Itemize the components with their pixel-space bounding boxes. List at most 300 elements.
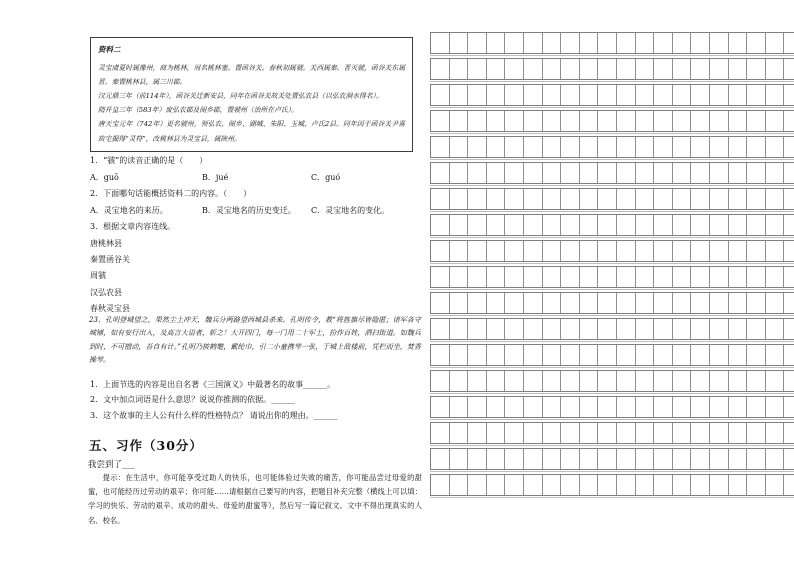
grid-cell — [468, 59, 487, 79]
grid-cell — [617, 423, 636, 443]
grid-cell — [747, 85, 766, 105]
grid-cell — [468, 111, 487, 131]
grid-cell — [598, 449, 617, 469]
grid-cell — [524, 371, 543, 391]
grid-cell — [505, 111, 524, 131]
grid-cell — [673, 319, 692, 339]
grid-cell — [673, 241, 692, 261]
grid-cell — [580, 475, 599, 495]
grid-row — [430, 188, 794, 210]
grid-cell — [543, 189, 562, 209]
grid-cell — [450, 319, 469, 339]
grid-cell — [505, 215, 524, 235]
grid-cell — [654, 111, 673, 131]
grid-cell — [450, 111, 469, 131]
grid-cell — [766, 111, 785, 131]
grid-cell — [543, 371, 562, 391]
grid-cell — [654, 59, 673, 79]
grid-cell — [487, 33, 506, 53]
grid-cell — [747, 59, 766, 79]
grid-cell — [561, 241, 580, 261]
grid-cell — [784, 449, 794, 469]
grid-cell — [505, 423, 524, 443]
grid-row — [430, 370, 794, 392]
grid-cell — [580, 33, 599, 53]
grid-cell — [598, 215, 617, 235]
grid-cell — [561, 345, 580, 365]
grid-cell — [710, 189, 729, 209]
grid-cell — [505, 33, 524, 53]
grid-cell — [505, 137, 524, 157]
grid-cell — [580, 293, 599, 313]
grid-cell — [784, 371, 794, 391]
grid-cell — [691, 267, 710, 287]
grid-cell — [617, 137, 636, 157]
grid-cell — [636, 189, 655, 209]
grid-cell — [487, 267, 506, 287]
grid-row — [430, 110, 794, 132]
grid-cell — [691, 33, 710, 53]
grid-cell — [487, 423, 506, 443]
grid-cell — [580, 449, 599, 469]
grid-cell — [729, 111, 748, 131]
grid-cell — [729, 137, 748, 157]
grid-cell — [505, 475, 524, 495]
option-c: C．灵宝地名的变化。 — [311, 206, 390, 215]
grid-cell — [654, 85, 673, 105]
grid-cell — [431, 59, 450, 79]
grid-cell — [431, 33, 450, 53]
grid-cell — [784, 33, 794, 53]
grid-cell — [654, 319, 673, 339]
grid-cell — [580, 423, 599, 443]
grid-cell — [691, 189, 710, 209]
grid-cell — [747, 293, 766, 313]
grid-row — [430, 240, 794, 262]
grid-cell — [673, 111, 692, 131]
grid-cell — [766, 319, 785, 339]
grid-cell — [729, 241, 748, 261]
grid-cell — [543, 137, 562, 157]
grid-cell — [691, 345, 710, 365]
grid-cell — [580, 215, 599, 235]
grid-cell — [524, 267, 543, 287]
grid-cell — [580, 137, 599, 157]
grid-cell — [747, 345, 766, 365]
grid-cell — [617, 397, 636, 417]
grid-cell — [766, 475, 785, 495]
grid-row — [430, 136, 794, 158]
grid-cell — [710, 33, 729, 53]
grid-cell — [766, 371, 785, 391]
grid-cell — [673, 449, 692, 469]
grid-cell — [561, 85, 580, 105]
grid-cell — [617, 267, 636, 287]
grid-cell — [636, 267, 655, 287]
grid-cell — [487, 111, 506, 131]
grid-cell — [654, 189, 673, 209]
grid-cell — [450, 423, 469, 443]
grid-cell — [673, 189, 692, 209]
grid-cell — [710, 293, 729, 313]
grid-row — [430, 292, 794, 314]
grid-cell — [561, 397, 580, 417]
grid-cell — [468, 397, 487, 417]
grid-cell — [784, 111, 794, 131]
grid-cell — [673, 371, 692, 391]
grid-row — [430, 84, 794, 106]
grid-cell — [524, 33, 543, 53]
grid-cell — [431, 163, 450, 183]
grid-cell — [468, 215, 487, 235]
sub-question: 1．上面节选的内容是出自名著《三国演义》中最著名的故事______。 — [90, 380, 336, 389]
grid-cell — [468, 449, 487, 469]
grid-cell — [524, 85, 543, 105]
grid-cell — [543, 215, 562, 235]
grid-cell — [691, 293, 710, 313]
grid-cell — [654, 33, 673, 53]
grid-cell — [691, 137, 710, 157]
grid-cell — [747, 423, 766, 443]
grid-cell — [747, 111, 766, 131]
grid-cell — [784, 215, 794, 235]
grid-cell — [431, 85, 450, 105]
grid-cell — [636, 319, 655, 339]
grid-cell — [673, 267, 692, 287]
grid-cell — [598, 189, 617, 209]
grid-cell — [766, 423, 785, 443]
option-b: B．jué — [202, 173, 229, 182]
material-paragraph: 灵宝虞夏时属豫州，商为桃林，周名桃林塞。置函谷关。春秋初属虢。关西属秦。晋灭虢，函谷关东属晋。秦置桃林县，属三川郡。 — [98, 64, 405, 87]
grid-cell — [747, 137, 766, 157]
option-a: A．guō — [90, 173, 119, 182]
grid-cell — [784, 267, 794, 287]
grid-cell — [617, 85, 636, 105]
grid-cell — [673, 475, 692, 495]
grid-cell — [431, 293, 450, 313]
grid-cell — [766, 59, 785, 79]
question-3: 3．根据文章内容连线。 — [90, 222, 176, 231]
grid-cell — [450, 371, 469, 391]
grid-cell — [543, 293, 562, 313]
grid-cell — [598, 397, 617, 417]
grid-cell — [468, 85, 487, 105]
grid-cell — [654, 267, 673, 287]
grid-cell — [487, 319, 506, 339]
grid-cell — [468, 163, 487, 183]
grid-cell — [561, 163, 580, 183]
grid-cell — [747, 189, 766, 209]
grid-cell — [468, 293, 487, 313]
grid-cell — [580, 111, 599, 131]
grid-cell — [766, 397, 785, 417]
grid-cell — [710, 59, 729, 79]
grid-cell — [468, 423, 487, 443]
grid-cell — [673, 163, 692, 183]
grid-cell — [654, 215, 673, 235]
grid-cell — [654, 397, 673, 417]
grid-cell — [710, 371, 729, 391]
grid-cell — [561, 137, 580, 157]
grid-cell — [636, 111, 655, 131]
grid-cell — [673, 423, 692, 443]
grid-cell — [673, 85, 692, 105]
grid-cell — [543, 449, 562, 469]
grid-cell — [561, 371, 580, 391]
grid-cell — [691, 111, 710, 131]
grid-row — [430, 396, 794, 418]
grid-cell — [598, 423, 617, 443]
grid-row — [430, 344, 794, 366]
question-1: 1．“虢”的读音正确的是（ ） — [90, 156, 208, 165]
grid-cell — [636, 345, 655, 365]
grid-cell — [710, 267, 729, 287]
grid-cell — [617, 293, 636, 313]
grid-cell — [784, 85, 794, 105]
grid-cell — [598, 241, 617, 261]
grid-cell — [636, 137, 655, 157]
sub-question: 3．这个故事的主人公有什么样的性格特点？ 请说出你的理由。______ — [90, 410, 338, 420]
grid-cell — [784, 345, 794, 365]
grid-cell — [617, 111, 636, 131]
grid-cell — [524, 475, 543, 495]
grid-cell — [729, 163, 748, 183]
grid-cell — [617, 345, 636, 365]
grid-cell — [598, 267, 617, 287]
grid-cell — [673, 345, 692, 365]
grid-cell — [505, 267, 524, 287]
material-box — [90, 37, 413, 152]
grid-cell — [784, 319, 794, 339]
grid-cell — [450, 189, 469, 209]
grid-cell — [450, 85, 469, 105]
grid-cell — [450, 267, 469, 287]
grid-cell — [747, 319, 766, 339]
grid-cell — [561, 293, 580, 313]
grid-cell — [766, 189, 785, 209]
grid-cell — [450, 345, 469, 365]
grid-cell — [450, 449, 469, 469]
grid-cell — [450, 59, 469, 79]
grid-cell — [747, 397, 766, 417]
match-item: 秦置函谷关 — [90, 255, 130, 265]
grid-cell — [654, 137, 673, 157]
grid-cell — [487, 85, 506, 105]
grid-cell — [598, 137, 617, 157]
grid-cell — [710, 163, 729, 183]
grid-cell — [431, 475, 450, 495]
grid-cell — [636, 85, 655, 105]
grid-cell — [468, 267, 487, 287]
grid-cell — [784, 293, 794, 313]
grid-cell — [468, 319, 487, 339]
grid-cell — [450, 137, 469, 157]
grid-cell — [468, 189, 487, 209]
grid-cell — [468, 33, 487, 53]
grid-cell — [673, 215, 692, 235]
grid-cell — [561, 33, 580, 53]
composition-hint: 提示：在生活中，你可能享受过助人的快乐，也可能体验过失败的痛苦，你可能品尝过母爱的甜蜜，也可能经历过劳动的艰辛；你可能……请根据自己要写的内容，把题目补充完整（横线上可以填：学习的快乐、劳动的艰辛、成功的甜头、母爱的甜蜜等），然后写一篇记叙文。文中不得出现真实的人名、校名。 — [88, 473, 422, 525]
grid-cell — [747, 449, 766, 469]
grid-cell — [431, 345, 450, 365]
grid-cell — [710, 345, 729, 365]
reading-passage: 23、孔明登城望之，果然尘土冲天，魏兵分两路望西城县杀来。孔明传令，教“将旌旗尽皆隐匿；诸军各守城铺，如有妄行出入，及高言大语者，斩之！大开四门，每一门用二十军士，扮作百姓，洒扫街道。如魏兵到时，不可擅动，吾自有计。”孔明乃披鹤氅，戴纶巾，引二小童携琴一张，于城上敌楼前，凭栏而坐，焚香操琴。 — [89, 316, 421, 365]
grid-cell — [766, 293, 785, 313]
grid-cell — [617, 319, 636, 339]
option-a: A．灵宝地名的来历。 — [90, 206, 168, 215]
grid-cell — [431, 137, 450, 157]
grid-cell — [580, 163, 599, 183]
grid-cell — [729, 267, 748, 287]
grid-cell — [617, 371, 636, 391]
grid-cell — [691, 397, 710, 417]
grid-cell — [710, 449, 729, 469]
grid-cell — [524, 319, 543, 339]
grid-cell — [747, 241, 766, 261]
grid-cell — [543, 33, 562, 53]
grid-cell — [543, 85, 562, 105]
grid-cell — [431, 423, 450, 443]
grid-cell — [654, 241, 673, 261]
grid-cell — [710, 85, 729, 105]
grid-cell — [431, 215, 450, 235]
grid-cell — [543, 267, 562, 287]
grid-cell — [524, 449, 543, 469]
grid-cell — [505, 241, 524, 261]
grid-cell — [729, 345, 748, 365]
grid-cell — [729, 397, 748, 417]
grid-cell — [747, 33, 766, 53]
grid-cell — [673, 137, 692, 157]
material-paragraph: 唐天宝元年（742年）更名虢州，领弘农、阌乡、湖城、朱阳、玉城、卢氏2县。同年因于函谷关尹喜故宅掘得“灵符”，改桃林县为灵宝县，属陕州。 — [98, 120, 405, 143]
grid-cell — [450, 397, 469, 417]
grid-cell — [766, 215, 785, 235]
grid-cell — [561, 423, 580, 443]
grid-cell — [636, 397, 655, 417]
grid-cell — [561, 319, 580, 339]
grid-cell — [487, 163, 506, 183]
grid-cell — [524, 111, 543, 131]
grid-cell — [691, 59, 710, 79]
grid-cell — [505, 397, 524, 417]
grid-cell — [691, 85, 710, 105]
grid-cell — [617, 475, 636, 495]
grid-cell — [710, 475, 729, 495]
match-item: 汉弘农县 — [90, 287, 122, 297]
grid-cell — [487, 475, 506, 495]
grid-cell — [561, 111, 580, 131]
grid-cell — [487, 189, 506, 209]
grid-cell — [561, 267, 580, 287]
grid-cell — [617, 241, 636, 261]
grid-cell — [505, 59, 524, 79]
grid-cell — [747, 267, 766, 287]
grid-cell — [505, 189, 524, 209]
grid-cell — [487, 137, 506, 157]
grid-cell — [580, 345, 599, 365]
grid-cell — [468, 475, 487, 495]
grid-cell — [468, 241, 487, 261]
answer-grid — [430, 32, 794, 500]
grid-row — [430, 318, 794, 340]
material-paragraph: 隋开皇三年（583年）废弘农郡及阌乡郡，置虢州（治所在卢氏）。 — [98, 106, 298, 115]
grid-cell — [636, 215, 655, 235]
grid-cell — [729, 215, 748, 235]
grid-cell — [729, 449, 748, 469]
grid-row — [430, 214, 794, 236]
grid-cell — [561, 449, 580, 469]
grid-cell — [654, 423, 673, 443]
grid-cell — [487, 345, 506, 365]
grid-cell — [673, 293, 692, 313]
sub-question: 2．文中加点词语是什么意思？说说你推测的依据。______ — [90, 395, 296, 405]
grid-cell — [505, 371, 524, 391]
grid-cell — [784, 241, 794, 261]
grid-cell — [784, 163, 794, 183]
grid-cell — [617, 215, 636, 235]
grid-cell — [766, 241, 785, 261]
grid-cell — [729, 189, 748, 209]
grid-cell — [673, 33, 692, 53]
grid-cell — [598, 371, 617, 391]
grid-cell — [561, 475, 580, 495]
grid-cell — [617, 449, 636, 469]
grid-cell — [487, 397, 506, 417]
grid-cell — [784, 59, 794, 79]
grid-cell — [636, 423, 655, 443]
passage-sub-questions — [90, 377, 338, 423]
grid-cell — [784, 397, 794, 417]
grid-cell — [524, 241, 543, 261]
grid-cell — [431, 397, 450, 417]
grid-cell — [654, 163, 673, 183]
grid-cell — [450, 241, 469, 261]
grid-cell — [710, 319, 729, 339]
grid-cell — [580, 267, 599, 287]
grid-cell — [543, 397, 562, 417]
grid-cell — [691, 475, 710, 495]
grid-cell — [691, 163, 710, 183]
grid-cell — [580, 241, 599, 261]
grid-cell — [766, 137, 785, 157]
grid-cell — [431, 267, 450, 287]
grid-cell — [729, 33, 748, 53]
grid-cell — [468, 137, 487, 157]
grid-cell — [580, 85, 599, 105]
grid-cell — [598, 319, 617, 339]
grid-cell — [450, 293, 469, 313]
grid-cell — [729, 371, 748, 391]
grid-cell — [617, 33, 636, 53]
grid-cell — [710, 111, 729, 131]
grid-cell — [543, 111, 562, 131]
grid-cell — [636, 449, 655, 469]
grid-cell — [543, 59, 562, 79]
grid-cell — [654, 371, 673, 391]
grid-cell — [617, 163, 636, 183]
grid-cell — [468, 345, 487, 365]
grid-cell — [617, 189, 636, 209]
grid-cell — [598, 111, 617, 131]
grid-cell — [784, 475, 794, 495]
grid-cell — [747, 475, 766, 495]
grid-cell — [598, 345, 617, 365]
grid-cell — [561, 215, 580, 235]
grid-cell — [543, 345, 562, 365]
grid-cell — [543, 163, 562, 183]
grid-cell — [580, 59, 599, 79]
match-list — [90, 236, 130, 317]
